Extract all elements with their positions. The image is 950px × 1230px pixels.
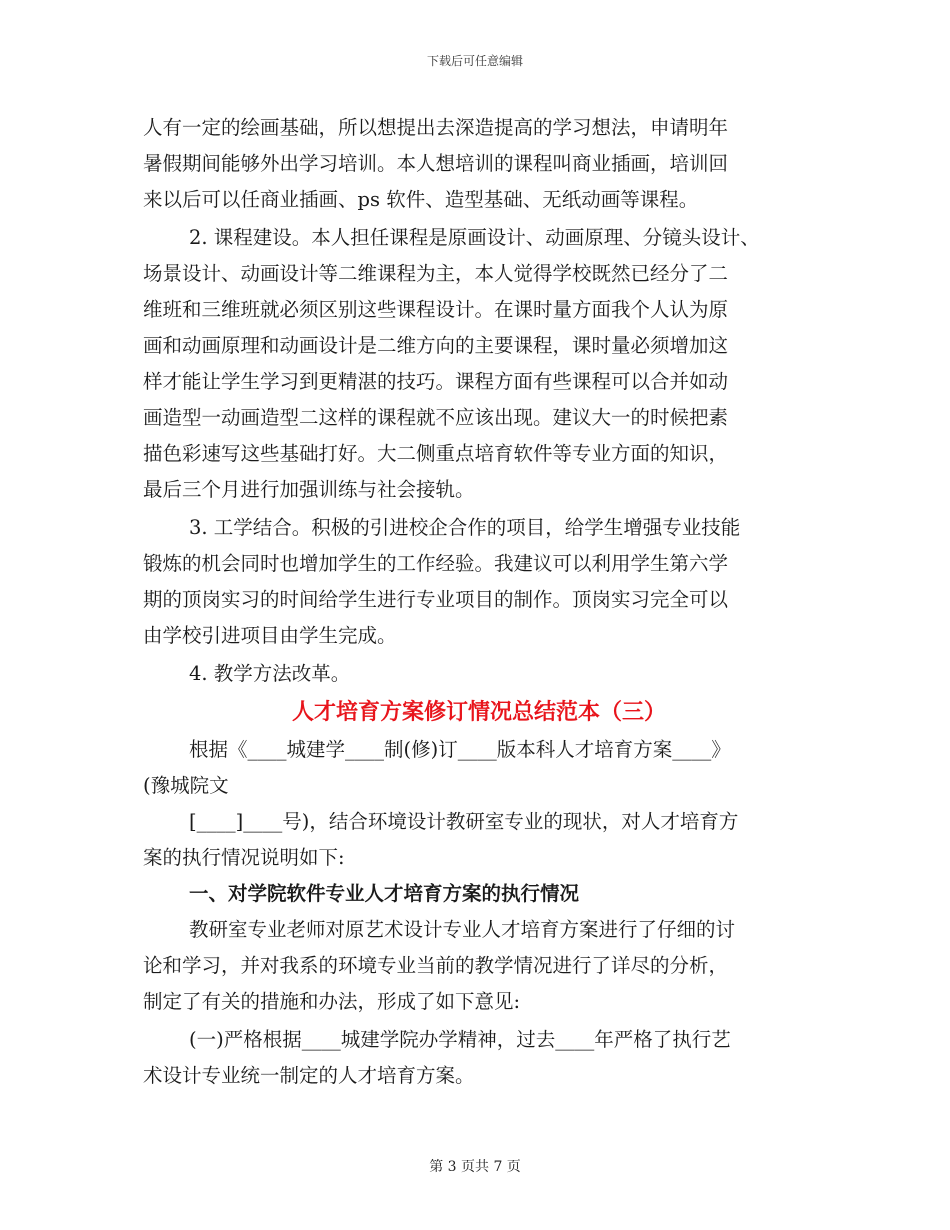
paragraph-line: 论和学习，并对我系的环境专业当前的教学情况进行了详尽的分析， [143, 954, 729, 977]
paragraph-line: 人有一定的绘画基础，所以想提出去深造提高的学习想法，申请明年 [143, 116, 729, 139]
paragraph-line: 最后三个月进行加强训练与社会接轨。 [143, 478, 475, 501]
paragraph-line: 场景设计、动画设计等二维课程为主，本人觉得学校既然已经分了二 [143, 262, 729, 285]
paragraph-line: 画和动画原理和动画设计是二维方向的主要课程，课时量必须增加这 [143, 334, 729, 357]
paragraph-line: 教研室专业老师对原艺术设计专业人才培育方案进行了仔细的讨 [189, 918, 736, 941]
section-3-line: 3. 工学结合。积极的引进校企合作的项目，给学生增强专业技能 [189, 516, 741, 539]
paragraph-line: 期的顶岗实习的时间给学生进行专业项目的制作。顶岗实习完全可以 [143, 588, 729, 611]
paragraph-line: 制定了有关的措施和办法，形成了如下意见: [143, 990, 521, 1013]
paragraph-line: (豫城院文 [143, 774, 229, 797]
paragraph-line: 暑假期间能够外出学习培训。本人想培训的课程叫商业插画，培训回 [143, 152, 729, 175]
section-2-line: 2. 课程建设。本人担任课程是原画设计、动画原理、分镜头设计、 [189, 226, 760, 249]
paragraph-line: 根据《____城建学____制(修)订____版本科人才培育方案____》 [189, 738, 731, 761]
section-heading: 一、对学院软件专业人才培育方案的执行情况 [189, 882, 580, 905]
paragraph-line: 术设计专业统一制定的人才培育方案。 [143, 1064, 475, 1087]
paragraph-line: 锻炼的机会同时也增加学生的工作经验。我建议可以利用学生第六学 [143, 552, 729, 575]
paragraph-line: 画造型一动画造型二这样的课程就不应该出现。建议大一的时候把素 [143, 406, 729, 429]
page-header: 下载后可任意编辑 [426, 54, 523, 68]
paragraph-line: 维班和三维班就必须区别这些课程设计。在课时量方面我个人认为原 [143, 298, 729, 321]
paragraph-line: 样才能让学生学习到更精湛的技巧。课程方面有些课程可以合并如动 [143, 370, 729, 393]
paragraph-line: 描色彩速写这些基础打好。大二侧重点培育软件等专业方面的知识， [143, 442, 729, 465]
paragraph-line: 由学校引进项目由学生完成。 [143, 624, 397, 647]
document-body [143, 110, 815, 1094]
page-footer: 第 3 页共 7 页 [429, 1159, 521, 1175]
paragraph-line: [____]____号)，结合环境设计教研室专业的现状，对人才培育方 [189, 810, 739, 833]
section-4-line: 4. 教学方法改革。 [189, 662, 351, 685]
paragraph-line: (一)严格根据____城建学院办学精神，过去____年严格了执行艺 [189, 1028, 731, 1051]
document-title: 人才培育方案修订情况总结范本（三） [291, 699, 666, 725]
paragraph-line: 案的执行情况说明如下: [143, 846, 345, 869]
paragraph-line: 来以后可以任商业插画、ps 软件、造型基础、无纸动画等课程。 [143, 188, 699, 211]
